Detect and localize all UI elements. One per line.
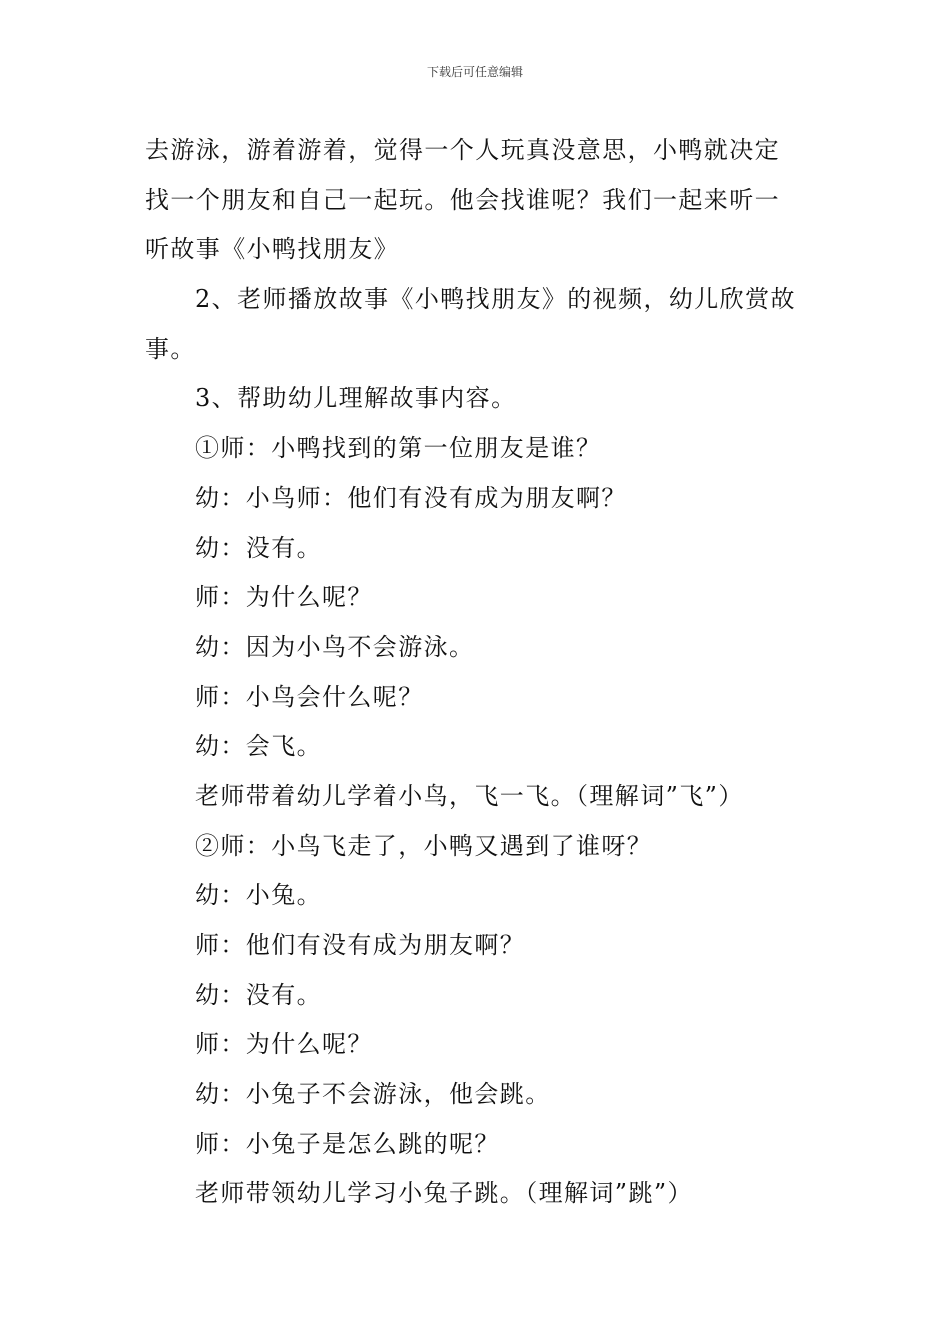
paragraph-line: 3、帮助幼儿理解故事内容。 (195, 384, 517, 413)
dialogue-line: 幼：没有。 (195, 533, 322, 562)
dialogue-line: 师：为什么呢？ (195, 583, 373, 612)
dialogue-line: ②师：小鸟飞走了，小鸭又遇到了谁呀？ (195, 831, 653, 860)
dialogue-line: 老师带着幼儿学着小鸟，飞一飞。（理解词”飞”） (195, 781, 744, 810)
paragraph-line: 2、老师播放故事《小鸭找朋友》的视频，幼儿欣赏故 (195, 285, 796, 314)
dialogue-line: 幼：小兔。 (195, 881, 322, 910)
document-body (145, 126, 807, 1219)
paragraph-line: 去游泳，游着游着，觉得一个人玩真没意思，小鸭就决定 (145, 136, 780, 164)
paragraph-line: 事。 (145, 334, 196, 363)
dialogue-line: 幼：因为小鸟不会游泳。 (195, 632, 475, 661)
dialogue-line: 幼：会飞。 (195, 732, 322, 761)
page-header: 下载后可任意编辑 (426, 65, 523, 79)
paragraph-line: 找一个朋友和自己一起玩。他会找谁呢？我们一起来听一 (145, 185, 780, 214)
dialogue-line: 幼：小鸟师：他们有没有成为朋友啊？ (195, 483, 627, 512)
dialogue-line: 幼：没有。 (195, 980, 322, 1009)
dialogue-line: 师：小鸟会什么呢？ (195, 682, 424, 711)
dialogue-line: 师：小兔子是怎么跳的呢？ (195, 1129, 500, 1158)
dialogue-line: 师：为什么呢？ (195, 1030, 373, 1059)
dialogue-line: 师：他们有没有成为朋友啊？ (195, 931, 526, 959)
dialogue-line: 老师带领幼儿学习小兔子跳。（理解词”跳”） (195, 1179, 693, 1208)
dialogue-line: 幼：小兔子不会游泳，他会跳。 (195, 1080, 551, 1109)
dialogue-line: ①师：小鸭找到的第一位朋友是谁？ (195, 434, 602, 463)
paragraph-line: 听故事《小鸭找朋友》 (145, 235, 399, 264)
